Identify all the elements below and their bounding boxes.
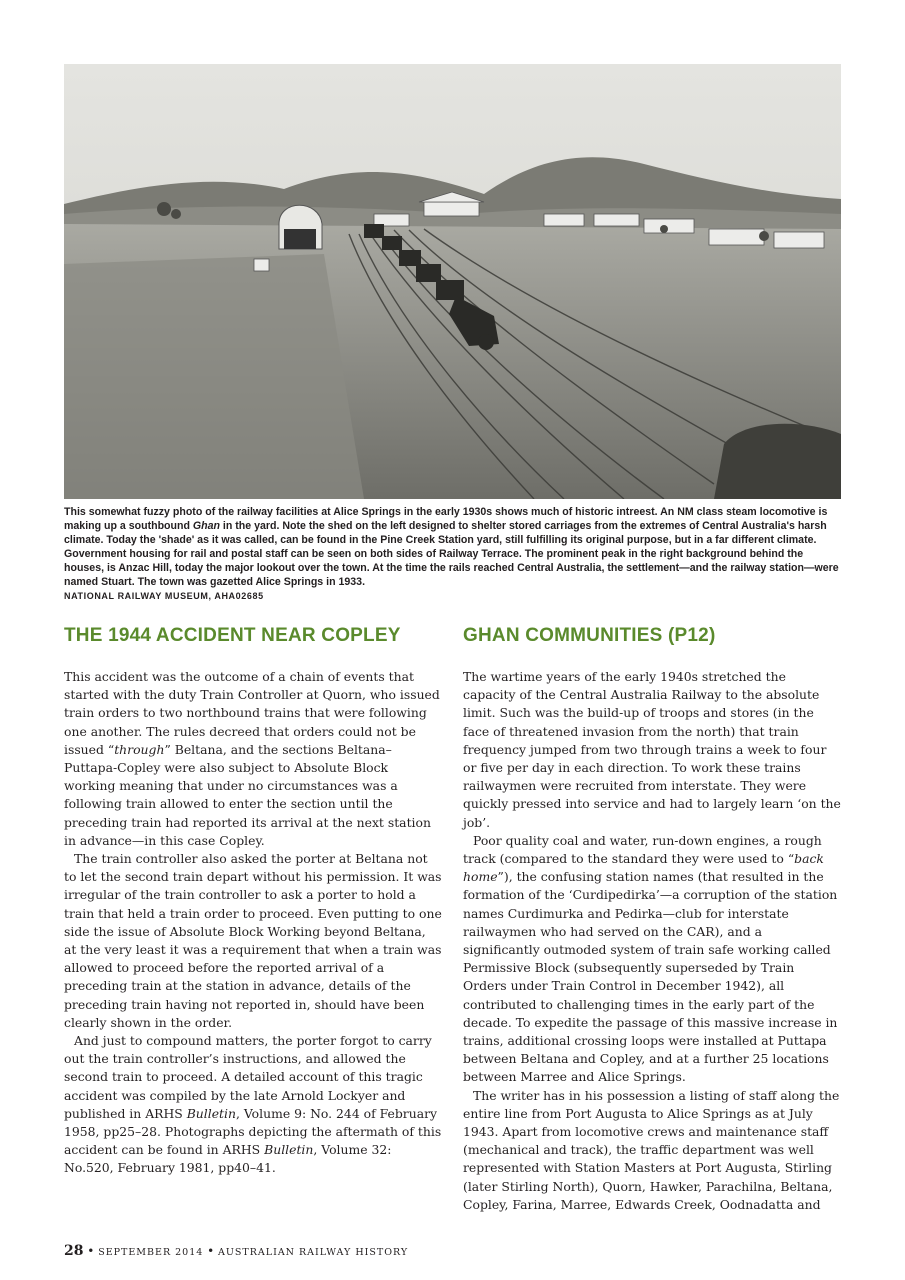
right-column [463, 624, 841, 1214]
caption-text-1: This somewhat fuzzy photo of the railway facilities at Alice Springs in the early 1930s shows much of historic intreest. An NM class steam locomotive is making up a southbound [64, 506, 828, 532]
page-number: 28 [64, 1243, 84, 1259]
photo-caption [64, 505, 842, 603]
paragraph: This accident was the outcome of a chain of events that started with the duty Train Controller at Quorn, who issued train orders to two northbound trains that were following one another. The rules decreed that orders could not be issued “through” Beltana, and the sections Beltana–Puttapa-Copley were also subject to Absolute Block working meaning that under no circumstances was a following train allowed to enter the section until the preceding train had reported its arrival at the next station in advance—in this case Copley. [64, 669, 440, 848]
article-heading-ghan: GHAN COMMUNITIES (P12) [463, 625, 716, 646]
caption-ghan: Ghan [192, 520, 220, 532]
photo-credit: NATIONAL RAILWAY MUSEUM, AHA02685 [64, 591, 264, 601]
left-column [64, 624, 442, 1178]
paragraph: The train controller also asked the porter at Beltana not to let the second train depart without his permission. It was irregular of the train controller to ask a porter to hold a train that held a train order to proceed. Even putting to one side the issue of Absolute Block Working beyond Beltana, at the very least it was a requirement that when a train was allowed to proceed before the reported arrival of a preceding train at the station in advance, details of the preceding train having not reported in, should have been clearly shown in the order. [64, 851, 442, 1030]
paragraph: And just to compound matters, the porter forgot to carry out the train controller’s instructions, and allowed the second train to proceed. A detailed account of this tragic accident was compiled by the late Arnold Lockyer and published in ARHS Bulletin, Volume 9: No. 244 of February 1958, pp25–28. Photographs depicting the aftermath of this accident can be found in ARHS Bulletin, Volume 32: No.520, February 1981, pp40–41. [64, 1033, 442, 1176]
footer-separator: • [203, 1244, 219, 1258]
paragraph: The wartime years of the early 1940s stretched the capacity of the Central Australia Railway to the absolute limit. Such was the build-up of troops and stores (in the face of threatened invasion from the north) that train frequency jumped from two through trains a week to four or five per day in each direction. To work these trains railwaymen were recruited from interstate. They were quickly pressed into service and had to largely learn ‘on the job’. [463, 669, 841, 830]
footer-separator: • [83, 1244, 99, 1258]
paragraph: The writer has in his possession a listing of staff along the entire line from Port Augusta to Alice Springs as at July 1943. Apart from locomotive crews and maintenance staff (mechanical and track), the traffic department was well represented with Station Masters at Port Augusta, Stirling (later Stirling North), Quorn, Hawker, Parachilna, Beltana, Copley, Farina, Marree, Edwards Creek, Oodnadatta and [463, 1087, 840, 1212]
railway-yard-photo-icon [64, 64, 841, 499]
page-footer [64, 1243, 408, 1259]
article-heading-copley: THE 1944 ACCIDENT NEAR COPLEY [64, 625, 401, 646]
footer-publication: AUSTRALIAN RAILWAY HISTORY [218, 1247, 409, 1258]
caption-text-2: in the yard. Note the shed on the left designed to shelter stored carriages from the extremes of Central Australia's harsh climate. Today the 'shade' as it was called, can be found in the Pine Creek Station yard, still fulfilling its original purpose, but in a far different climate. Government housing for rail and postal staff can be seen on both sides of Railway Terrace. The prominent peak in the right background behind the houses, is Anzac Hill, today the major lookout over the town. At the time the rails reached Central Australia, the settlement—and the railway station—were named Stuart. The town was gazetted Alice Springs in 1933. [64, 520, 839, 588]
footer-issue: SEPTEMBER 2014 [98, 1247, 204, 1258]
railway-yard-photo [64, 64, 841, 499]
paragraph: Poor quality coal and water, run-down engines, a rough track (compared to the standard they were used to “back home”), the confusing station names (that resulted in the formation of the ‘Curdipedirka’—a corruption of the station names Curdimurka and Pedirka—club for interstate railwaymen who had served on the CAR), and a significantly outmoded system of train safe working called Permissive Block (subsequently superseded by Train Orders under Train Control in December 1942), all contributed to challenging times in the early part of the decade. To expedite the passage of this massive increase in trains, additional crossing loops were installed at Puttapa between Beltana and Copley, and at a further 25 locations between Marree and Alice Springs. [463, 832, 838, 1085]
